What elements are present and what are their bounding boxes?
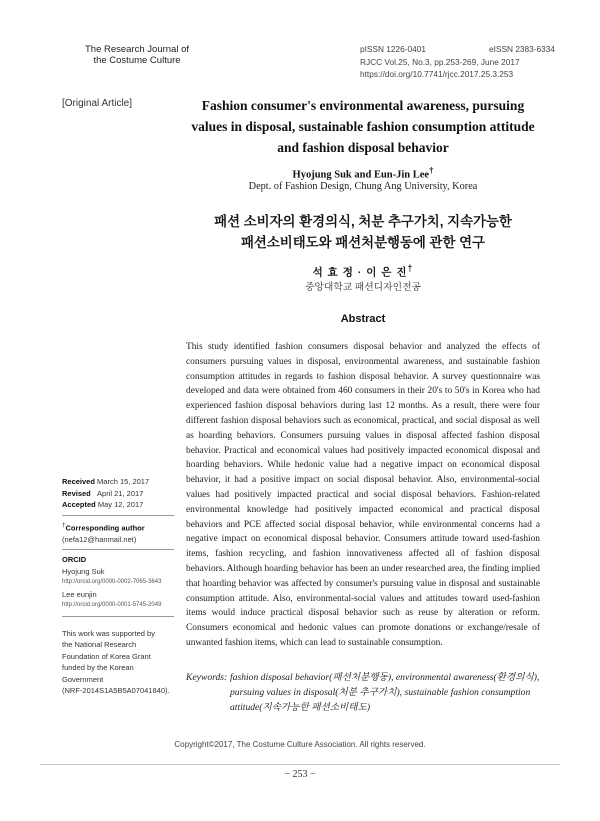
affiliation: Dept. of Fashion Design, Chung Ang University, Korea [248, 181, 478, 192]
sidebar-divider [62, 515, 174, 516]
print-issn: pISSN 1226-0401 [360, 44, 426, 54]
funding-line: Foundation of Korea Grant [62, 651, 151, 661]
korean-title-line2: 패션소비태도와 패션처분행동에 관한 연구 [241, 235, 485, 250]
article-info-sidebar [62, 476, 187, 697]
citation-info: RJCC Vol.25, No.3, pp.253-269, June 2017 [360, 56, 520, 67]
page-number: − 253 − [284, 769, 316, 780]
orcid-link2[interactable]: http://orcid.org/0000-0001-5745-2049 [62, 602, 162, 608]
accepted-label: Accepted [62, 500, 96, 509]
orcid-label: ORCID [62, 555, 87, 564]
orcid-link1[interactable]: http://orcid.org/0000-0002-7065-3643 [62, 579, 162, 585]
keywords-text: fashion disposal behavior(패션처분행동), environmental awareness(환경의식), pursuing values in disposal(처분 추구가치), sustainable fashion consumption attitude(지속가능한 패션소비태도) [230, 672, 540, 713]
received-label: Received [62, 477, 95, 486]
journal-name-line2: the Costume Culture [93, 55, 181, 66]
korean-corresponding-mark: † [407, 263, 414, 273]
orcid-author2: Lee eunjin [62, 589, 97, 599]
funding-line: the National Research [62, 640, 137, 649]
footer-divider [40, 764, 560, 765]
revised-date: April 21, 2017 [97, 488, 144, 498]
received-row [62, 476, 187, 488]
corresponding-row [62, 520, 187, 534]
korean-title-line1: 패션 소비자의 환경의식, 처분 추구가치, 지속가능한 [214, 214, 512, 229]
issn-block [360, 43, 555, 81]
accepted-date: May 12, 2017 [97, 500, 144, 509]
copyright-notice: Copyright©2017, The Costume Culture Association. All rights reserved. [174, 740, 426, 749]
author-names: Hyojung Suk and Eun-Jin Lee [292, 169, 430, 181]
doi-link[interactable]: https://doi.org/10.7741/rjcc.2017.25.3.253 [360, 69, 514, 79]
article-type: [Original Article] [62, 98, 133, 109]
abstract-body: This study identified fashion consumers disposal behavior and analyzed the effects of consumers pursuing values in disposal, environmental awareness, and sustainable fashion consumption attitudes in regards to fashion disposal behavior. A survey questionnaire was developed and data were obtained from 460 consumers in their 20's to 50's in Korea who had experienced fashion disposal behaviors during last 12 months. As a result, there were four different fashion disposal behaviors such as economical, practical, and social disposal as well as hoarding behaviors. Consumers pursuing values in disposal affected fashion disposal behavior. Practical and economical values had positively impacted economical disposal and hoarding behaviors. While hedonic value had a negative impact on economical disposal behavior, it had a positive impact on social disposal behavior. Also, environmental-social values had positively impacted practical and social disposal behaviors. Fashion-related environmental knowledge had positively impacted economical and practical disposal behaviors and PCE affected social disposal behavior, while environmental concerns had a negative impact on economical disposal behavior. Consumers attitude toward used-fashion items, fashion recycling, and fashion innovativeness affected all of fashion disposal behaviors. Although hoarding behavior has been an under researched area, the finding implied that hoarding behavior was affected by consumer's pursuing value in disposal and sustainable consumption attitude. Also, environmental-social values and attitudes toward used-fashion items would induce practical disposal behavior such as reuse by alteration or reform. Consumers economical and hedonic values can promote donations or exchange/resale of unwanted fashion items, which can lead to sustainable consumption. [186, 342, 540, 648]
revised-label: Revised [62, 488, 91, 498]
corresponding-mark: † [429, 165, 434, 175]
sidebar-divider [62, 616, 174, 617]
sidebar-divider [62, 549, 174, 550]
author-list [188, 165, 538, 181]
funding-line: funded by the Korean [62, 663, 134, 672]
corresponding-email[interactable]: (nefa12@hanmail.net) [62, 534, 137, 544]
journal-name-line1: The Research Journal of [84, 44, 190, 55]
paper-title: Fashion consumer's environmental awareness, pursuing values in disposal, sustainable fashion consumption attitude and fashion disposal behavior [191, 98, 535, 155]
korean-affiliation: 중앙대학교 패션디자인전공 [304, 282, 421, 293]
abstract-heading: Abstract [340, 313, 386, 325]
korean-author-list [188, 263, 538, 280]
funding-line: Government [62, 674, 104, 684]
keywords-label: Keywords: [186, 672, 228, 683]
received-date: March 15, 2017 [97, 477, 150, 486]
keywords [186, 670, 540, 715]
electronic-issn: eISSN 2383-6334 [489, 44, 555, 54]
revised-row [62, 488, 187, 500]
corresponding-label: Corresponding author [65, 523, 145, 532]
corresponding-author-mark: † [62, 521, 66, 529]
funding-line: (NRF-2014S1A5B5A07041840). [62, 686, 170, 695]
issn-line [360, 43, 555, 56]
journal-name [62, 44, 212, 66]
accepted-row [62, 499, 187, 511]
korean-title [188, 211, 538, 253]
funding-line: This work was supported by [62, 628, 155, 638]
korean-author-names: 석 효 정 · 이 은 진 [312, 266, 408, 279]
orcid-author1: Hyojung Suk [62, 566, 105, 576]
